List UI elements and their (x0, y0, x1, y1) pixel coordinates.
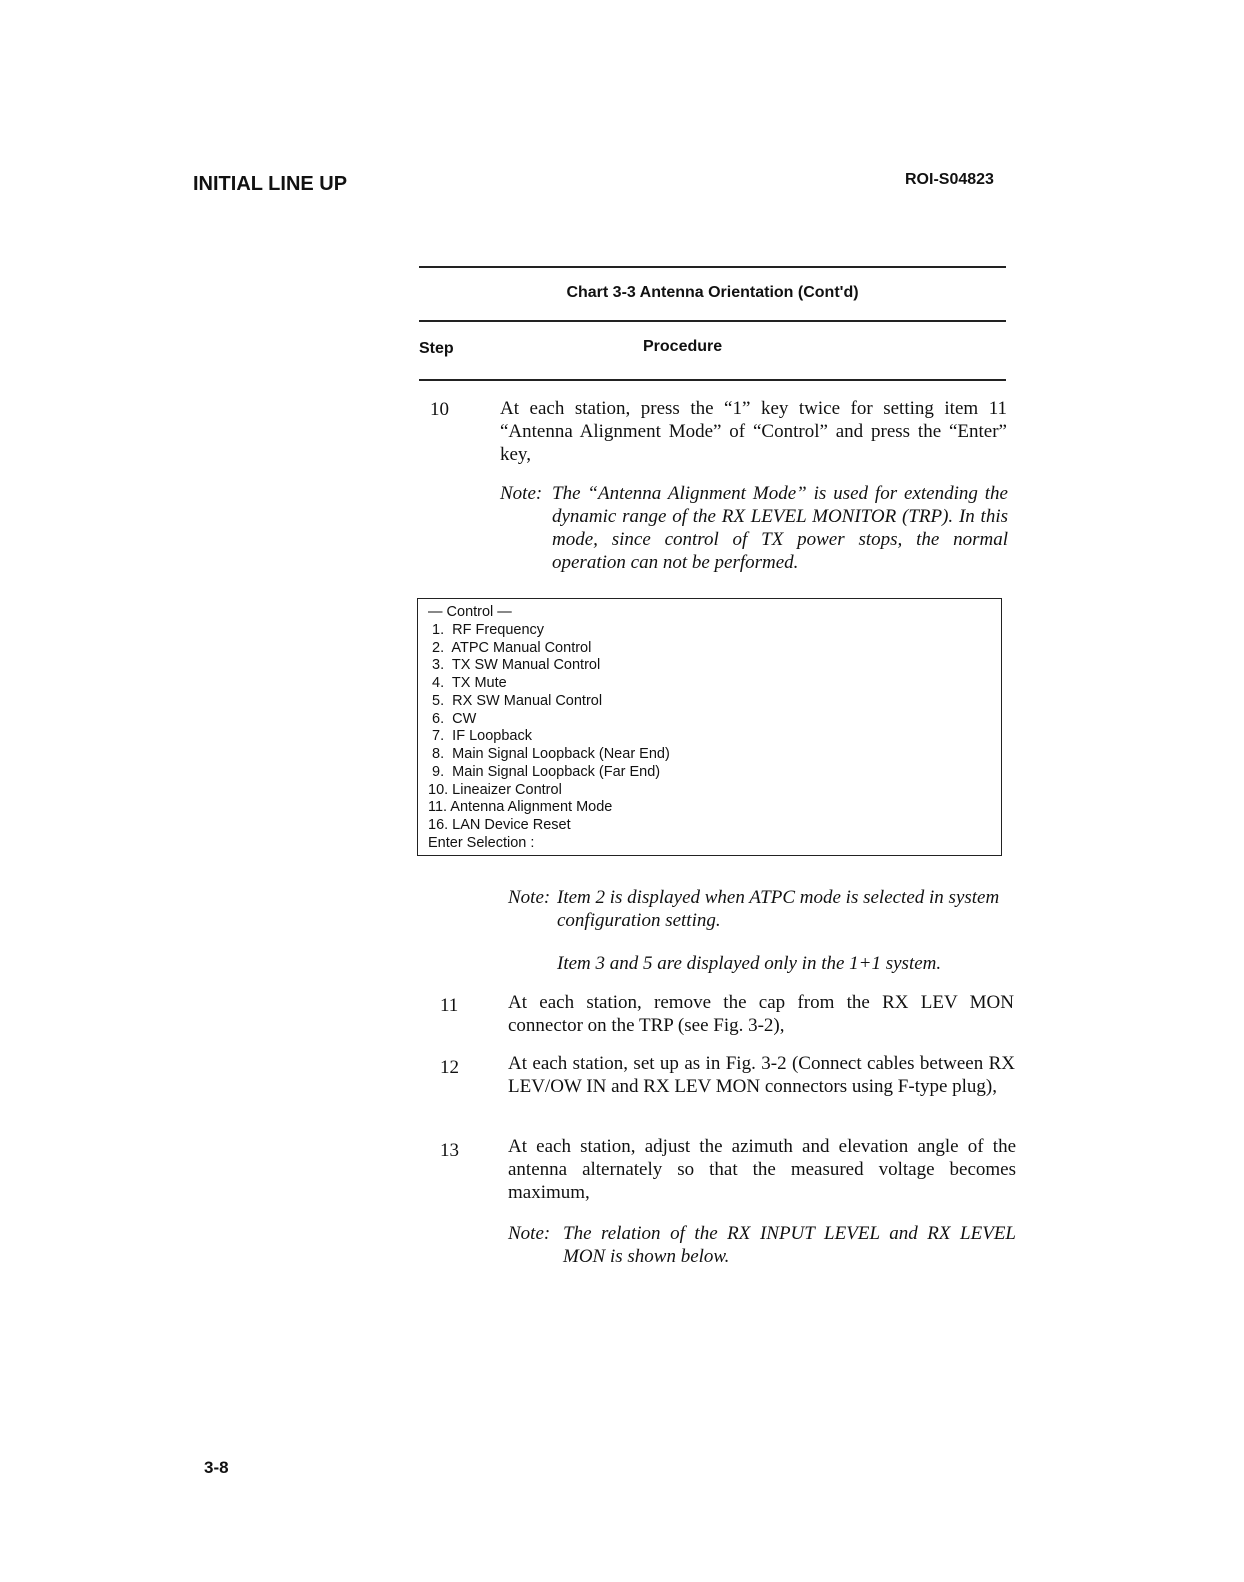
top-rule (419, 266, 1006, 268)
menu-line: 3. TX SW Manual Control (428, 657, 601, 673)
section-title: INITIAL LINE UP (193, 173, 348, 195)
menu-line: 11. Antenna Alignment Mode (428, 799, 613, 815)
chart-title: Chart 3-3 Antenna Orientation (Cont'd) (566, 284, 859, 301)
note-text: The “Antenna Alignment Mode” is used for extending the dynamic range of the RX LEVEL MONITOR (TRP). In this mode, since control of TX power stops, the normal operation can not be performed. (552, 483, 1008, 573)
step-number: 13 (440, 1140, 459, 1161)
note-label: Note: (500, 483, 543, 504)
note-label: Note: (508, 1223, 551, 1244)
menu-line: 6. CW (428, 711, 477, 727)
menu-line: 2. ATPC Manual Control (428, 640, 592, 656)
step-text: At each station, remove the cap from the RX LEV MON connector on the TRP (see Fig. 3-2), (508, 992, 1014, 1036)
menu-line: 5. RX SW Manual Control (428, 693, 603, 709)
step-number: 10 (430, 399, 449, 420)
column-header-step: Step (419, 340, 454, 357)
menu-line: 10. Lineaizer Control (428, 782, 562, 798)
page-number: 3-8 (204, 1458, 229, 1477)
step-number: 12 (440, 1057, 459, 1078)
note-text: Item 3 and 5 are displayed only in the 1+1 system. (557, 953, 942, 974)
menu-line: 9. Main Signal Loopback (Far End) (428, 764, 661, 780)
menu-line: Enter Selection : (428, 835, 535, 851)
menu-line: — Control — (428, 604, 512, 620)
note-block (500, 482, 1008, 576)
header-rule (419, 379, 1006, 381)
column-header-procedure: Procedure (643, 338, 723, 355)
document-id: ROI-S04823 (905, 171, 994, 188)
menu-line: 7. IF Loopback (428, 728, 532, 744)
step-text: At each station, set up as in Fig. 3-2 (Connect cables between RX LEV/OW IN and RX LEV MON connectors using F-type plug), (508, 1053, 1015, 1097)
control-menu-screen (417, 598, 1002, 856)
note-label: Note: (508, 887, 551, 908)
step-text: At each station, press the “1” key twice for setting item 11 “Antenna Alignment Mode” of “Control” and press the “Enter” key, (500, 398, 1007, 465)
menu-line: 1. RF Frequency (428, 622, 545, 638)
menu-line: 16. LAN Device Reset (428, 817, 571, 833)
note-text: Item 2 is displayed when ATPC mode is selected in system configuration setting. (557, 887, 1000, 931)
step-text: At each station, adjust the azimuth and elevation angle of the antenna alternately so that the measured voltage becomes maximum, (508, 1136, 1016, 1203)
note-block (508, 1222, 1016, 1270)
note-block (508, 886, 1013, 934)
title-rule (419, 320, 1006, 322)
step-number: 11 (440, 995, 459, 1016)
note-text: The relation of the RX INPUT LEVEL and RX LEVEL MON is shown below. (563, 1223, 1016, 1267)
menu-line: 8. Main Signal Loopback (Near End) (428, 746, 670, 762)
menu-line: 4. TX Mute (428, 675, 507, 691)
